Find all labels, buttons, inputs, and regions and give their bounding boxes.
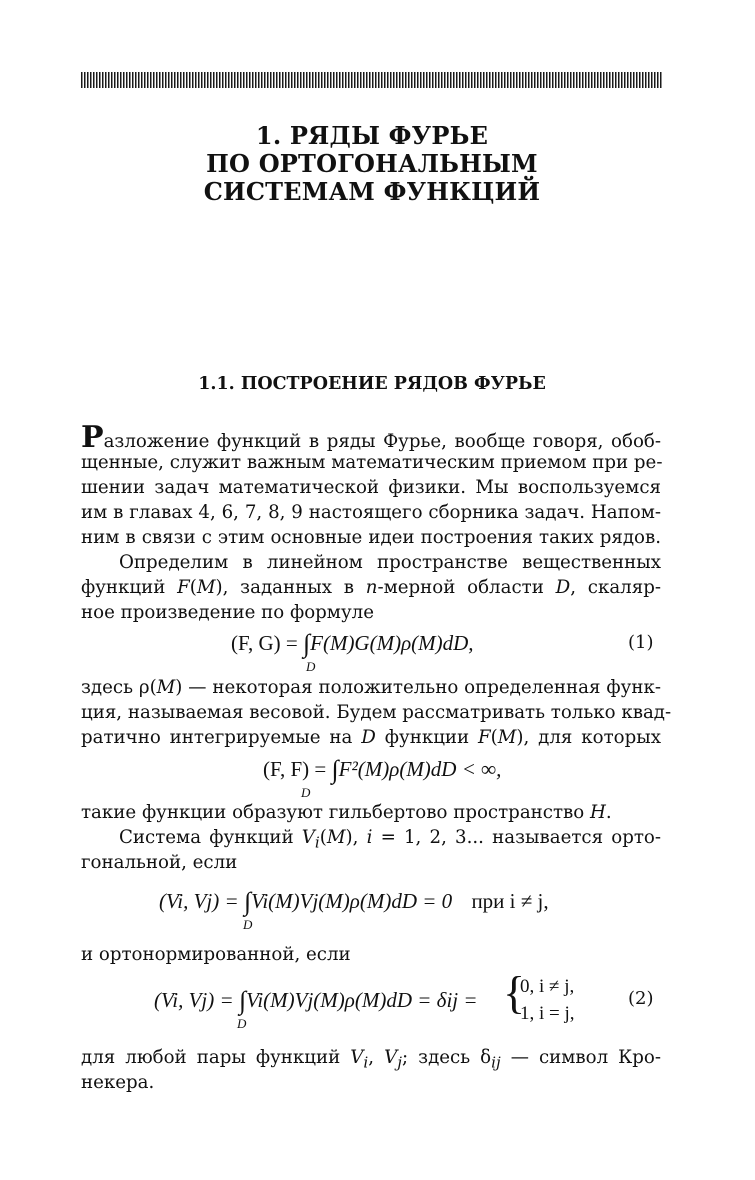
paragraph-6-line-1: для любой пары функций $V_i$, $V_j$; здесь $\delta_{ij}$ — символ Кро- — [81, 1047, 661, 1072]
paragraph-3-line-3: ратично интегрируемые на D функции F(M), для которых — [81, 727, 661, 748]
paragraph-2-line-2: функций F(M), заданных в n-мерной области D, скаляр- — [81, 577, 661, 598]
paragraph-4-line-2: Система функций $V_i(M)$, i = 1, 2, 3... называется орто- — [119, 827, 661, 852]
formula-2-body: F²(M)ρ(M)dD < ∞, — [338, 757, 502, 781]
paragraph-3-line-1: здесь ρ(M) — некоторая положительно определенная функ- — [81, 677, 661, 698]
chapter-title-line-3: СИСТЕМАМ ФУНКЦИЙ — [203, 177, 541, 206]
formula-1 — [231, 629, 474, 658]
left-brace-icon: { — [503, 967, 526, 1018]
paragraph-1-line-1: Разложение функций в ряды Фурье, вообще говоря, обоб- — [81, 420, 661, 455]
integral-sign-icon: ∫ — [243, 887, 252, 916]
section-title: 1.1. ПОСТРОЕНИЕ РЯДОВ ФУРЬЕ — [198, 374, 546, 394]
formula-4-domain: D — [237, 1016, 247, 1031]
equation-number-2: (2) — [628, 988, 654, 1009]
paragraph-5-line-1: и ортонормированной, если — [81, 944, 351, 965]
formula-1-lhs: (F, G) = — [231, 631, 298, 655]
paragraph-1-line-3: шении задач математической физики. Мы воспользуемся — [81, 477, 661, 498]
paragraph-1-line-5: ним в связи с этим основные идеи построения таких рядов. — [81, 527, 661, 548]
formula-3-lhs: (Vi, Vj) = — [159, 889, 239, 913]
paragraph-4-line-3: гональной, если — [81, 852, 238, 873]
integral-sign-icon: ∫ — [331, 755, 339, 784]
integral-sign-icon: ∫ — [303, 629, 311, 658]
chapter-title — [81, 122, 663, 206]
drop-cap: Р — [81, 420, 104, 455]
formula-3-condition: при i ≠ j, — [471, 889, 549, 913]
formula-4-case-2: 1, i = j, — [520, 1003, 575, 1024]
paragraph-1-line-2: щенные, служит важным математическим приемом при ре- — [81, 452, 663, 473]
formula-1-domain: D — [306, 659, 316, 674]
formula-4-case-1: 0, i ≠ j, — [520, 976, 575, 997]
formula-3 — [159, 887, 549, 916]
paragraph-6-line-2: некера. — [81, 1072, 155, 1093]
paragraph-1-line-4: им в главах 4, 6, 7, 8, 9 настоящего сборника задач. Напом- — [81, 502, 661, 523]
formula-1-body: F(M)G(M)ρ(M)dD, — [310, 631, 474, 655]
integral-sign-icon: ∫ — [238, 986, 247, 1015]
formula-4-lhs: (Vi, Vj) = — [154, 988, 234, 1012]
paragraph-3-line-2: ция, называемая весовой. Будем рассматривать только квад- — [81, 702, 672, 723]
equation-number-1: (1) — [628, 632, 654, 653]
paragraph-2-line-3: ное произведение по формуле — [81, 602, 374, 623]
formula-2-lhs: (F, F) = — [263, 757, 327, 781]
formula-2-domain: D — [301, 785, 311, 800]
decorative-rule — [81, 72, 663, 88]
formula-3-domain: D — [243, 917, 253, 932]
chapter-title-line-2: ПО ОРТОГОНАЛЬНЫМ — [206, 149, 538, 178]
formula-2 — [263, 755, 502, 784]
chapter-title-line-1: 1. РЯДЫ ФУРЬЕ — [255, 121, 489, 150]
formula-3-body: Vi(M)Vj(M)ρ(M)dD = 0 — [251, 889, 453, 913]
formula-4 — [154, 986, 478, 1015]
formula-4-body: Vi(M)Vj(M)ρ(M)dD = δij = — [246, 988, 478, 1012]
paragraph-4-line-1: такие функции образуют гильбертово пространство H. — [81, 802, 612, 823]
paragraph-2-line-1: Определим в линейном пространстве вещественных — [119, 552, 661, 573]
